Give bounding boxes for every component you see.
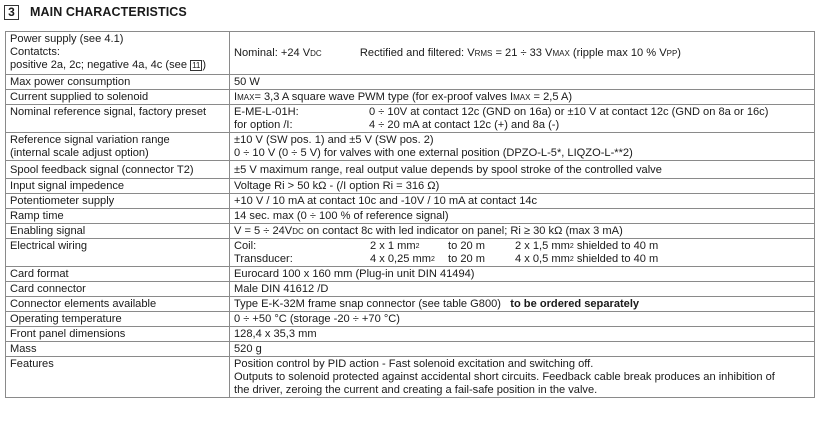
table-row	[6, 75, 815, 90]
row-label	[6, 133, 230, 161]
row-value	[230, 224, 815, 239]
row-value	[230, 133, 815, 161]
coil-shield: 2 x 1,5 mm	[515, 240, 570, 252]
row-value	[230, 297, 815, 312]
features-line-2: Outputs to solenoid protected against accidental short circuits. Feedback cable break produces an inhibition of	[234, 371, 775, 383]
table-row	[6, 327, 815, 342]
squared-superscript: 2	[415, 243, 420, 250]
transducer-shield: 4 x 0,5 mm	[515, 253, 570, 265]
pp-subscript: PP	[666, 49, 678, 58]
squared-superscript: 2	[569, 256, 574, 263]
table-row	[6, 312, 815, 327]
table-reference-box: 11	[192, 61, 201, 70]
row-label: Input signal impedence	[6, 179, 230, 194]
row-label: Features	[6, 357, 230, 398]
row-value: 50 W	[230, 75, 815, 90]
table-row	[6, 239, 815, 267]
order-separately-note: to be ordered separately	[510, 298, 640, 310]
power-nominal-unit: DC	[310, 49, 322, 58]
current-subscript: MAX	[237, 93, 255, 102]
squared-superscript: 2	[569, 243, 574, 250]
table-row	[6, 282, 815, 297]
table-row	[6, 32, 815, 75]
current-symbol: I	[234, 91, 238, 103]
power-label-line-2: Contatcts:	[10, 46, 60, 58]
row-value	[230, 90, 815, 105]
coil-section-value: 2 x 1 mm	[370, 240, 416, 252]
ref-range-label-1: Reference signal variation range	[10, 134, 170, 146]
connector-elements-value: Type E-K-32M frame snap connector (see table G800)	[234, 298, 501, 310]
table-row	[6, 133, 815, 161]
power-label-line-1: Power supply (see 4.1)	[10, 33, 124, 45]
table-row	[6, 209, 815, 224]
row-label: Potentiometer supply	[6, 194, 230, 209]
row-label: Current supplied to solenoid	[6, 90, 230, 105]
row-value: 0 ÷ +50 °C (storage -20 ÷ +70 °C)	[230, 312, 815, 327]
power-rectified-range: = 21 ÷ 33 V	[492, 47, 553, 59]
row-value: +10 V / 10 mA at contact 10c and -10V / 10 mA at contact 14c	[230, 194, 815, 209]
row-label: Nominal reference signal, factory preset	[6, 105, 230, 133]
model-value: 0 ÷ 10V at contact 12c (GND on 16a) or ±10 V at contact 12c (GND on 8a or 16c)	[369, 106, 769, 118]
characteristics-table	[5, 31, 815, 398]
table-row	[6, 267, 815, 282]
nominal-ref-line-2	[234, 119, 810, 132]
row-value: ±5 V maximum range, real output value depends by spool stroke of the controlled valve	[230, 161, 815, 179]
row-label	[6, 32, 230, 75]
table-row	[6, 224, 815, 239]
table-row	[6, 179, 815, 194]
row-label: Connector elements available	[6, 297, 230, 312]
section-title: MAIN CHARACTERISTICS	[30, 5, 187, 19]
power-ripple: (ripple max 10 % V	[569, 47, 667, 59]
current-value: = 3,3 A square wave PWM type (for ex-proof valves I	[254, 91, 514, 103]
table-row	[6, 342, 815, 357]
row-value	[230, 32, 815, 75]
table-row	[6, 357, 815, 398]
row-label: Card format	[6, 267, 230, 282]
power-rectified: Rectified and filtered: V	[359, 47, 475, 59]
power-label-line-3	[10, 59, 225, 72]
power-label-text: positive 2a, 2c; negative 4a, 4c (see	[10, 59, 191, 71]
nominal-ref-line-1	[234, 106, 810, 119]
coil-length: to 20 m	[448, 240, 485, 252]
transducer-section	[370, 253, 448, 266]
coil-section	[370, 240, 448, 253]
row-label: Mass	[6, 342, 230, 357]
row-label: Spool feedback signal (connector T2)	[6, 161, 230, 179]
power-nominal: Nominal: +24 V	[234, 47, 311, 59]
rms-subscript: RMS	[474, 49, 493, 58]
ref-range-value-2: 0 ÷ 10 V (0 ÷ 5 V) for valves with one external position (DPZO-L-5*, LIQZO-L-**2)	[234, 147, 633, 159]
option-label: for option /I:	[234, 119, 293, 131]
enabling-detail: on contact 8c with led indicator on panel; Ri ≥ 30 kΩ (max 3 mA)	[303, 225, 623, 237]
table-row	[6, 161, 815, 179]
transducer-label: Transducer:	[234, 253, 293, 265]
wiring-coil-line	[234, 240, 810, 253]
row-value: Voltage Ri > 50 kΩ - (/I option Ri = 316 Ω)	[230, 179, 815, 194]
row-value: 128,4 x 35,3 mm	[230, 327, 815, 342]
table-row	[6, 297, 815, 312]
enabling-unit: DC	[292, 227, 304, 236]
current-value-2: = 2,5 A)	[530, 91, 573, 103]
row-value: 520 g	[230, 342, 815, 357]
row-label: Enabling signal	[6, 224, 230, 239]
features-line-3: the driver, zeroing the current and creating a fail-safe position in the valve.	[234, 384, 598, 396]
section-number: 3	[4, 5, 19, 20]
row-value	[230, 239, 815, 267]
features-line-1: Position control by PID action - Fast solenoid excitation and switching off.	[234, 358, 594, 370]
model-label: E-ME-L-01H:	[234, 106, 299, 118]
row-value: Eurocard 100 x 160 mm (Plug-in unit DIN 41494)	[230, 267, 815, 282]
ref-range-value-1: ±10 V (SW pos. 1) and ±5 V (SW pos. 2)	[234, 134, 434, 146]
max-subscript: MAX	[552, 49, 570, 58]
coil-shield-rest: shielded to 40 m	[573, 240, 659, 252]
row-label: Max power consumption	[6, 75, 230, 90]
row-label: Card connector	[6, 282, 230, 297]
row-label: Front panel dimensions	[6, 327, 230, 342]
row-label: Electrical wiring	[6, 239, 230, 267]
wiring-transducer-line	[234, 253, 810, 266]
row-value	[230, 105, 815, 133]
power-label-close: )	[202, 59, 207, 71]
row-value	[230, 357, 815, 398]
table-row	[6, 105, 815, 133]
row-value: 14 sec. max (0 ÷ 100 % of reference signal)	[230, 209, 815, 224]
enabling-voltage: V = 5 ÷ 24V	[234, 225, 293, 237]
transducer-shield-rest: shielded to 40 m	[573, 253, 659, 265]
current-subscript-2: MAX	[513, 93, 531, 102]
row-label: Ramp time	[6, 209, 230, 224]
ref-range-label-2: (internal scale adjust option)	[10, 147, 149, 159]
squared-superscript: 2	[431, 256, 435, 263]
coil-label: Coil:	[234, 240, 257, 252]
row-value: Male DIN 41612 /D	[230, 282, 815, 297]
section-header	[4, 2, 187, 22]
option-value: 4 ÷ 20 mA at contact 12c (+) and 8a (-)	[369, 119, 560, 131]
transducer-section-value: 4 x 0,25 mm	[370, 253, 432, 265]
transducer-length: to 20 m	[448, 253, 485, 265]
row-label: Operating temperature	[6, 312, 230, 327]
table-row	[6, 90, 815, 105]
power-ripple-close: )	[677, 47, 681, 59]
table-row	[6, 194, 815, 209]
